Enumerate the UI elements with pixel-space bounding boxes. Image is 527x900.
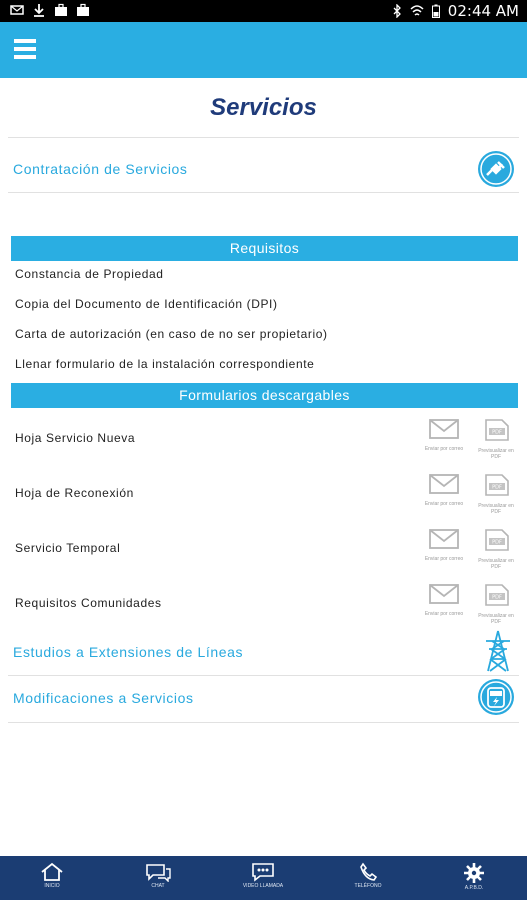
- send-mail-button[interactable]: Enviar por correo: [424, 473, 464, 515]
- preview-pdf-button[interactable]: PDF Previsualizar en PDF: [476, 583, 516, 625]
- preview-pdf-button[interactable]: PDF Previsualizar en PDF: [476, 473, 516, 515]
- modificaciones-link[interactable]: Modificaciones a Servicios: [13, 690, 194, 706]
- clock: 02:44 AM: [447, 2, 519, 20]
- transmission-tower-icon[interactable]: [480, 629, 516, 673]
- requisito-item: Constancia de Propiedad: [15, 267, 164, 281]
- menu-button[interactable]: [14, 39, 36, 59]
- preview-pdf-button[interactable]: PDF Previsualizar en PDF: [476, 418, 516, 460]
- nav-apbd[interactable]: A.P.B.D.: [444, 856, 504, 900]
- svg-text:PDF: PDF: [492, 484, 502, 491]
- send-mail-button[interactable]: Enviar por correo: [424, 583, 464, 625]
- form-label: Hoja Servicio Nueva: [15, 431, 136, 445]
- nav-video-call[interactable]: VIDEO LLAMADA: [233, 856, 293, 900]
- requisito-item: Copia del Documento de Identificación (DPI): [15, 297, 278, 311]
- contratacion-link[interactable]: Contratación de Servicios: [13, 161, 188, 177]
- home-icon: [40, 862, 64, 882]
- form-label: Hoja de Reconexión: [15, 486, 134, 500]
- requisito-item: Llenar formulario de la instalación correspondiente: [15, 357, 315, 371]
- envelope-icon: [428, 418, 460, 440]
- mail-notification-icon: [10, 3, 24, 17]
- requisito-item: Carta de autorización (en caso de no ser propietario): [15, 327, 328, 341]
- download-icon: [32, 3, 46, 17]
- estudios-link[interactable]: Estudios a Extensiones de Líneas: [13, 644, 244, 660]
- video-call-icon: [250, 862, 276, 882]
- svg-text:PDF: PDF: [492, 594, 502, 601]
- form-label: Requisitos Comunidades: [15, 596, 162, 610]
- send-mail-button[interactable]: Enviar por correo: [424, 418, 464, 460]
- briefcase-icon: [54, 3, 68, 17]
- gear-icon: [463, 862, 485, 884]
- send-mail-button[interactable]: Enviar por correo: [424, 528, 464, 570]
- nav-phone[interactable]: TELÉFONO: [338, 856, 398, 900]
- requisitos-header: Requisitos: [11, 236, 518, 261]
- chat-icon: [144, 862, 172, 882]
- app-bar: [0, 22, 527, 78]
- preview-pdf-button[interactable]: PDF Previsualizar en PDF: [476, 528, 516, 570]
- svg-text:PDF: PDF: [492, 539, 502, 546]
- phone-icon: [357, 862, 379, 882]
- svg-text:PDF: PDF: [492, 429, 502, 436]
- envelope-icon: [428, 528, 460, 550]
- pdf-icon: [480, 473, 512, 497]
- pdf-icon: [480, 528, 512, 552]
- nav-chat[interactable]: CHAT: [128, 856, 188, 900]
- divider: [8, 192, 519, 193]
- page-title: Servicios: [210, 94, 317, 121]
- divider: [8, 675, 519, 676]
- status-bar: [0, 0, 527, 22]
- wifi-icon: [410, 4, 424, 18]
- divider: [8, 137, 519, 138]
- pdf-icon: [480, 418, 512, 442]
- bluetooth-icon: [392, 4, 402, 18]
- bottom-nav: [0, 856, 527, 900]
- hamburger-icon: [14, 39, 36, 43]
- envelope-icon: [428, 583, 460, 605]
- divider: [8, 722, 519, 723]
- briefcase-icon: [76, 3, 90, 17]
- form-label: Servicio Temporal: [15, 541, 121, 555]
- pdf-icon: [480, 583, 512, 607]
- electric-meter-icon[interactable]: [478, 679, 514, 715]
- plug-icon[interactable]: [478, 151, 514, 187]
- formularios-header: Formularios descargables: [11, 383, 518, 408]
- envelope-icon: [428, 473, 460, 495]
- battery-icon: [432, 4, 440, 18]
- nav-home[interactable]: INICIO: [22, 856, 82, 900]
